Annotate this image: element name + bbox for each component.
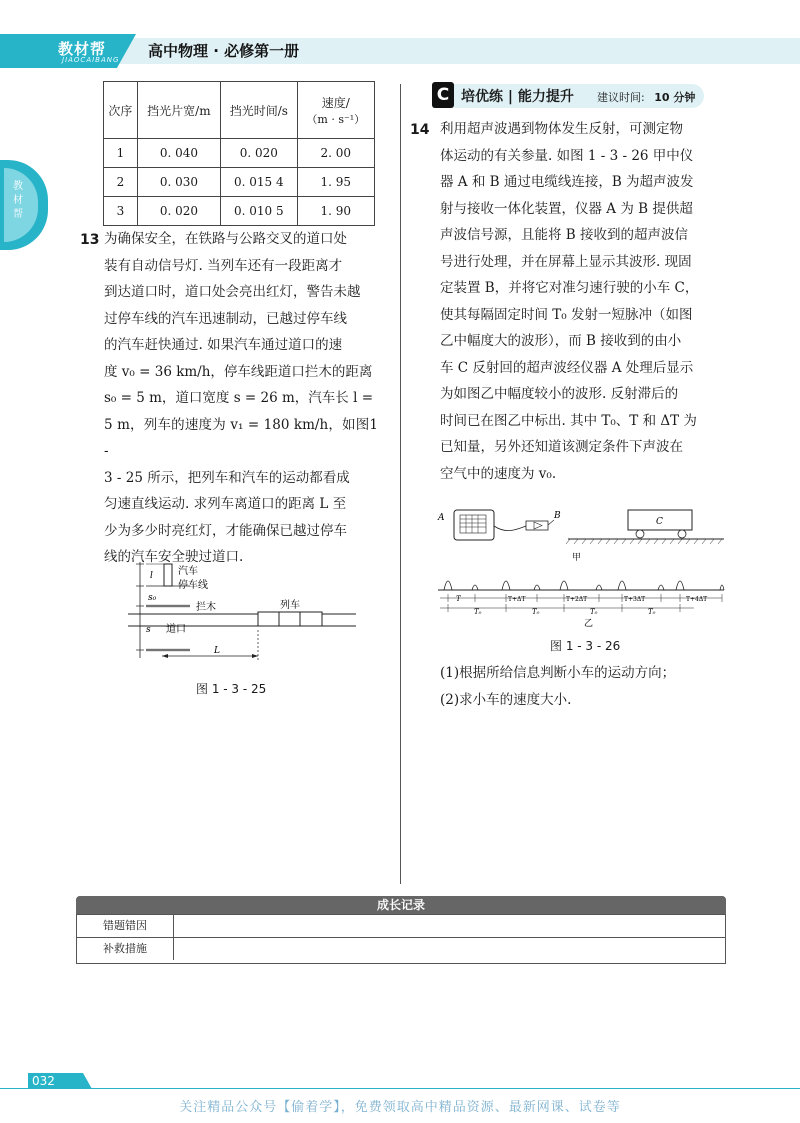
- text-line: s₀ = 5 m，道口宽度 s = 26 m，汽车长 l =: [104, 390, 374, 406]
- large-pulse: [618, 581, 626, 590]
- small-pulse: [472, 585, 478, 590]
- text-line: 已知量，另外还知道该测定条件下声波在: [440, 439, 683, 455]
- speed-data-table: [103, 81, 375, 226]
- question-14-subquestions: [440, 660, 730, 713]
- suggested-time-value: 10 分钟: [654, 91, 696, 104]
- brand-logo: 教材帮: [58, 40, 107, 58]
- label-barrier: 拦木: [196, 602, 216, 613]
- label-T0: T₀: [532, 608, 540, 616]
- question-14-text: [440, 116, 718, 487]
- cable: [494, 526, 526, 531]
- text-line: 使其每隔固定时间 T₀ 发射一短脉冲（如图: [440, 306, 693, 323]
- train-shape: [258, 612, 322, 626]
- brand-logo-subtitle: JIAOCAIBANG: [62, 56, 120, 64]
- table-header-cell: [297, 82, 374, 139]
- text-line: 为如图乙中幅度较小的波形. 反射滞后的: [440, 386, 679, 402]
- label-l: l: [150, 571, 153, 581]
- table-cell: 0. 040: [137, 139, 220, 168]
- table-cell: 2: [104, 168, 138, 197]
- table-cell: 3: [104, 197, 138, 226]
- label-T0: T₀: [474, 608, 482, 616]
- label-car: 汽车: [178, 566, 198, 577]
- text-line: 少为多少时亮红灯，才能确保已越过停车: [104, 522, 347, 539]
- table-row: [104, 168, 375, 197]
- large-pulse: [444, 581, 452, 590]
- suggested-time-label: 建议时间:: [597, 91, 645, 104]
- text-line: 射与接收一体化装置，仪器 A 为 B 提供超: [440, 200, 693, 217]
- question-13-text: [104, 226, 378, 571]
- railway-crossing-figure: [128, 560, 358, 670]
- figure-caption-1-3-26: 图 1 - 3 - 26: [550, 639, 621, 653]
- book-title: 高中物理 · 必修第一册: [148, 42, 300, 60]
- record-label-remedy: 补救措施: [77, 938, 174, 960]
- small-pulse: [534, 585, 540, 590]
- label-crossing: 道口: [166, 624, 186, 635]
- table-row: [104, 139, 375, 168]
- growth-record-title: 成长记录: [76, 896, 726, 914]
- large-pulse: [502, 581, 510, 590]
- speed-header-line1: 速度/: [321, 95, 350, 110]
- section-title: 培优练 | 能力提升: [461, 89, 574, 105]
- table-cell: 0. 030: [137, 168, 220, 197]
- table-cell: 1. 90: [297, 197, 374, 226]
- label-stop-line: 停车线: [178, 580, 208, 591]
- text-line: 线的汽车安全驶过道口.: [104, 549, 244, 565]
- text-line: 空气中的速度为 v₀.: [440, 465, 557, 482]
- speed-header-line2: （m · s⁻¹）: [306, 112, 366, 126]
- small-pulse: [720, 585, 724, 590]
- text-line: 匀速直线运动. 求列车离道口的距离 L 至: [104, 496, 347, 512]
- label-train: 列车: [280, 600, 300, 611]
- table-cell: 0. 010 5: [220, 197, 297, 226]
- table-header-row: [104, 82, 375, 139]
- table-header-cell: 次序: [104, 82, 138, 139]
- record-row-remedy: [77, 937, 725, 960]
- waveform-figure: [436, 568, 726, 628]
- text-line: 时间已在图乙中标出. 其中 T₀、T 和 ΔT 为: [440, 412, 697, 429]
- small-pulse: [658, 585, 664, 590]
- device-B: [526, 521, 548, 530]
- text-line: 器 A 和 B 通过电缆线连接，B 为超声波发: [440, 174, 694, 190]
- large-pulse: [676, 581, 684, 590]
- label-T-plus-2dT: T+2ΔT: [566, 596, 588, 603]
- label-T-plus-3dT: T+3ΔT: [624, 596, 646, 603]
- label-B: B: [554, 511, 561, 521]
- table-header-cell: 挡光片宽/m: [137, 82, 220, 139]
- table-cell: 1. 95: [297, 168, 374, 197]
- footer-line: [0, 1088, 800, 1089]
- label-T0: T₀: [590, 608, 598, 616]
- text-line: 过停车线的汽车迅速制动，已越过停车线: [104, 310, 347, 327]
- record-label-error-cause: 错题错因: [77, 915, 174, 937]
- large-pulse: [560, 581, 568, 590]
- record-row-error-cause: [77, 914, 725, 937]
- table-cell: 1: [104, 139, 138, 168]
- label-s0: s₀: [148, 593, 157, 603]
- page-number: 032: [32, 1074, 55, 1088]
- sub-question-2: (2)求小车的速度大小.: [440, 691, 572, 708]
- table-cell: 0. 020: [137, 197, 220, 226]
- text-line: 5 m，列车的速度为 v₁ = 180 km/h，如图1 -: [104, 416, 378, 459]
- label-C: C: [656, 517, 663, 527]
- column-divider: [400, 84, 401, 884]
- label-T0: T₀: [648, 608, 656, 616]
- text-line: 体运动的有关参量. 如图 1 - 3 - 26 甲中仪: [440, 147, 694, 164]
- question-14-number: 14: [410, 122, 430, 138]
- sub-question-1: (1)根据所给信息判断小车的运动方向；: [440, 665, 676, 681]
- text-line: 车 C 反射回的超声波经仪器 A 处理后显示: [440, 359, 694, 376]
- text-line: 3 - 25 所示，把列车和汽车的运动都看成: [104, 469, 350, 486]
- ultrasonic-setup-figure: [436, 500, 726, 564]
- text-line: 定装置 B，并将它对准匀速行驶的小车 C，: [440, 280, 699, 296]
- label-yi: 乙: [584, 619, 594, 628]
- label-A: A: [438, 513, 445, 523]
- text-line: 度 v₀ = 36 km/h，停车线距道口拦木的距离: [104, 363, 373, 380]
- small-pulse: [596, 585, 602, 590]
- table-header-cell: 挡光时间/s: [220, 82, 297, 139]
- text-line: 的汽车赶快通过. 如果汽车通过道口的速: [104, 337, 343, 353]
- car-shape: [164, 564, 172, 586]
- label-T: T: [456, 595, 461, 603]
- table-cell: 0. 015 4: [220, 168, 297, 197]
- text-line: 装有自动信号灯. 当列车还有一段距离才: [104, 257, 343, 274]
- text-line: 到达道口时，道口处会亮出红灯，警告未越: [104, 284, 361, 300]
- watermark-text: 关注精品公众号【偷着学】，免费领取高中精品资源、最新网课、试卷等: [179, 1100, 621, 1115]
- question-13-number: 13: [80, 232, 100, 248]
- text-line: 声波信号源，且能将 B 接收到的超声波信: [440, 227, 689, 243]
- section-badge: C: [432, 82, 454, 108]
- text-line: 乙中幅度大的波形），而 B 接收到的由小: [440, 333, 682, 349]
- label-s: s: [146, 625, 151, 635]
- figure-caption-1-3-25: 图 1 - 3 - 25: [196, 682, 267, 696]
- table-cell: 2. 00: [297, 139, 374, 168]
- label-L: L: [214, 646, 220, 656]
- label-T-plus-4dT: T+4ΔT: [686, 596, 708, 603]
- table-row: [104, 197, 375, 226]
- table-cell: 0. 020: [220, 139, 297, 168]
- text-line: 号进行处理，并在屏幕上显示其波形. 现固: [440, 253, 692, 270]
- side-tab-label: 教材帮: [13, 181, 23, 220]
- text-line: 利用超声波遇到物体发生反射，可测定物: [440, 121, 683, 137]
- label-jia: 甲: [572, 553, 582, 563]
- label-T-plus-dT: T+ΔT: [508, 596, 526, 603]
- suggested-time: [597, 89, 695, 105]
- text-line: 为确保安全，在铁路与公路交叉的道口处: [104, 231, 347, 247]
